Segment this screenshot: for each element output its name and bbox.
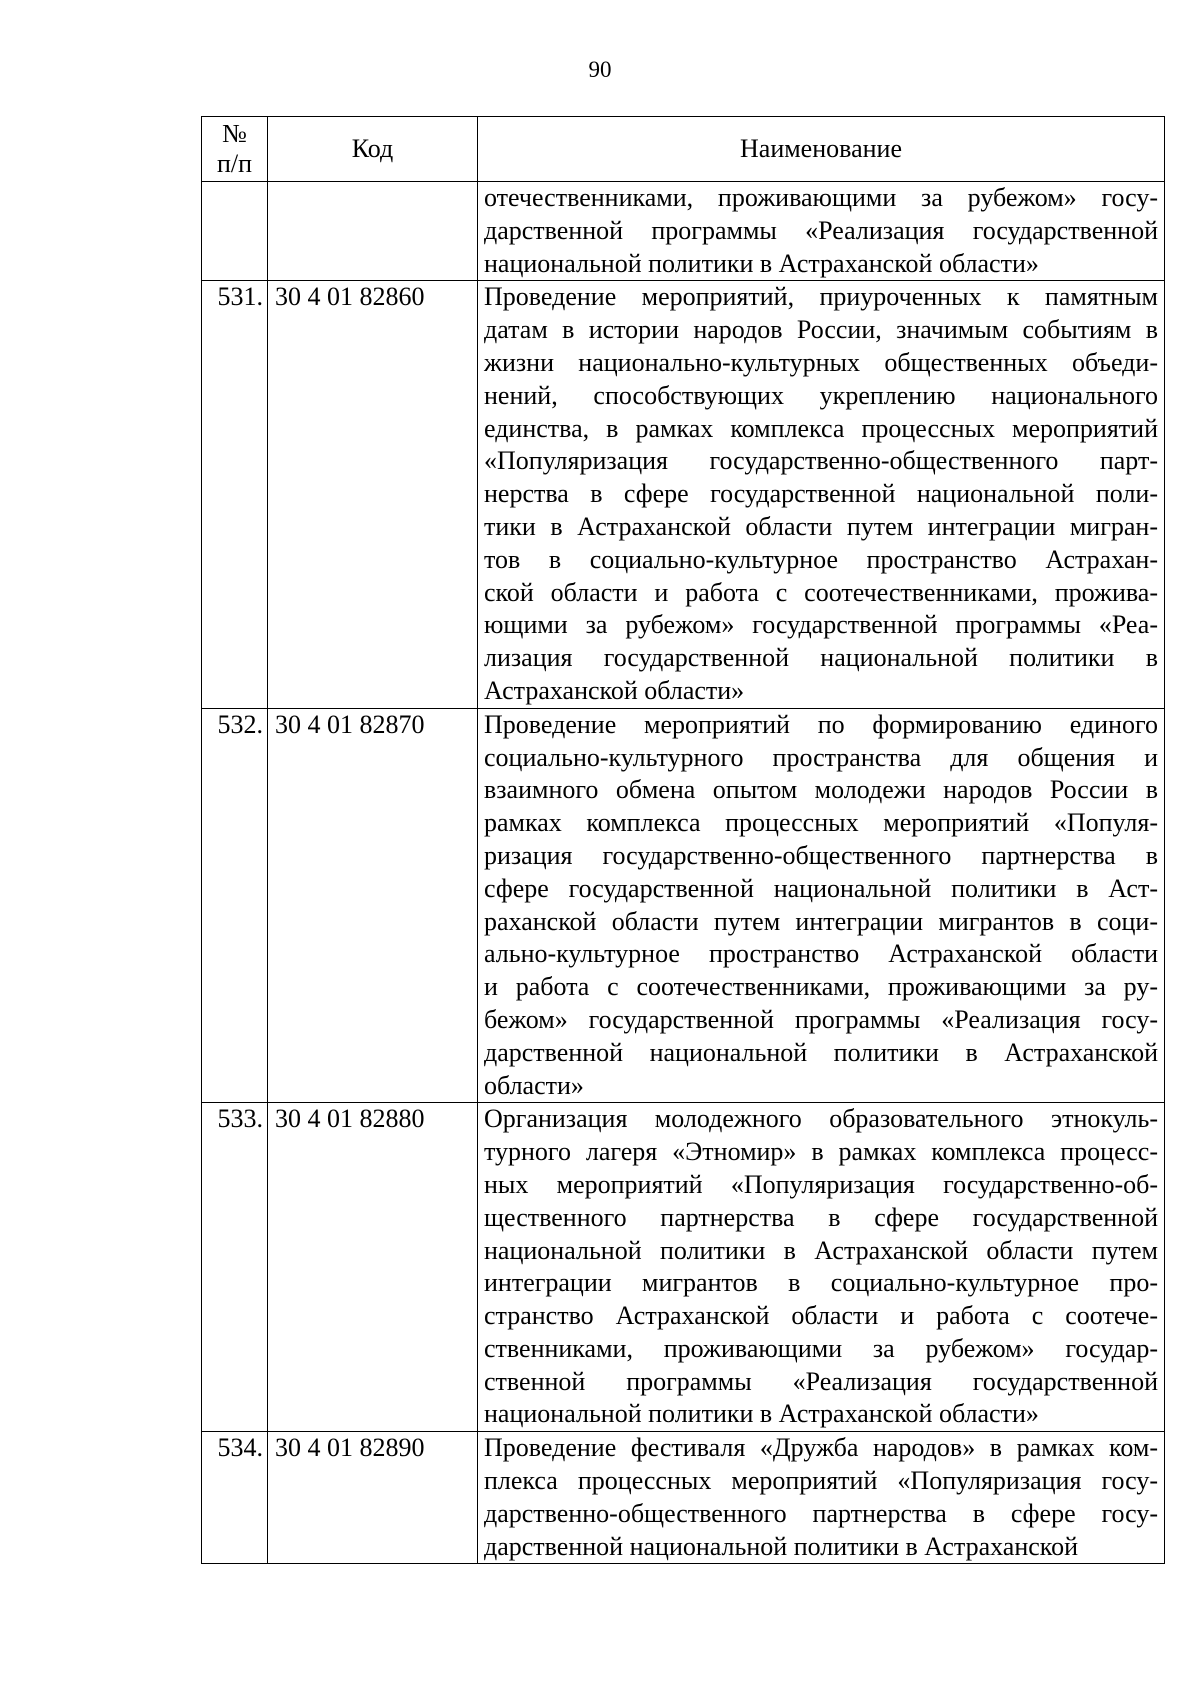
row-name-line: интеграции мигрантов в социально-культурное про-	[484, 1268, 1158, 1298]
row-name-line: национальной политики в Астраханской области»	[484, 1399, 1039, 1429]
row-name-line: Проведение мероприятий, приуроченных к памятным	[484, 282, 1158, 312]
row-name-line: нерства в сфере государственной национальной поли-	[484, 479, 1158, 509]
row-name-line: лизация государственной национальной политики в	[484, 643, 1158, 673]
row-name-line: Астраханской области»	[484, 675, 745, 705]
table-row	[202, 182, 1165, 281]
row-name-line: ально-культурное пространство Астраханской области	[484, 939, 1158, 969]
row-name	[478, 281, 1165, 708]
row-name-line: тики в Астраханской области путем интеграции мигран-	[484, 511, 1158, 541]
row-name-line: странство Астраханской области и работа с соотече-	[484, 1301, 1158, 1331]
row-name-line: ных мероприятий «Популяризация государственно-об-	[484, 1169, 1158, 1199]
row-code	[268, 182, 478, 281]
row-name-line: ственной программы «Реализация государственной	[484, 1366, 1158, 1396]
row-number	[202, 182, 268, 281]
row-name-line: раханской области путем интеграции мигрантов в соци-	[484, 906, 1158, 936]
row-name-line: ственниками, проживающими за рубежом» государ-	[484, 1333, 1158, 1363]
row-number: 534.	[202, 1432, 268, 1564]
row-name-line: нений, способствующих укреплению национального	[484, 380, 1158, 410]
code-table	[201, 116, 1165, 1564]
row-name-line: бежом» государственной программы «Реализация госу-	[484, 1004, 1158, 1034]
row-name	[478, 182, 1165, 281]
table-row	[202, 708, 1165, 1103]
row-name-line: и работа с соотечественниками, проживающими за ру-	[484, 972, 1158, 1002]
page-number: 90	[588, 57, 612, 82]
row-name-line: единства, в рамках комплекса процессных мероприятий	[484, 413, 1158, 443]
row-name-line: «Популяризация государственно-общественного парт-	[484, 446, 1158, 476]
column-header-number	[202, 117, 268, 182]
column-header-code: Код	[268, 117, 478, 182]
table-row	[202, 1432, 1165, 1564]
row-name-line: сфере государственной национальной политики в Аст-	[484, 873, 1158, 903]
row-name-line: национальной политики в Астраханской области»	[484, 248, 1039, 278]
row-code: 30 4 01 82880	[268, 1103, 478, 1432]
row-name-line: национальной политики в Астраханской области путем	[484, 1235, 1158, 1265]
row-name-line: рамках комплекса процессных мероприятий «Популя-	[484, 808, 1158, 838]
row-name-line: дарственной программы «Реализация государственной	[484, 215, 1158, 245]
row-name-line: датам в истории народов России, значимым событиям в	[484, 315, 1158, 345]
row-name-line: щественного партнерства в сфере государственной	[484, 1202, 1158, 1232]
row-name-line: социально-культурного пространства для общения и	[484, 742, 1158, 772]
row-number: 533.	[202, 1103, 268, 1432]
row-name-line: Проведение фестиваля «Дружба народов» в рамках ком-	[484, 1433, 1158, 1463]
table-header	[202, 117, 1165, 182]
table-row	[202, 281, 1165, 708]
row-code: 30 4 01 82870	[268, 708, 478, 1103]
table-body	[202, 182, 1165, 1564]
row-name-line: отечественниками, проживающими за рубежом» госу-	[484, 183, 1158, 212]
table-row	[202, 1103, 1165, 1432]
row-name	[478, 1432, 1165, 1564]
row-code: 30 4 01 82860	[268, 281, 478, 708]
column-header-number-line1: №	[222, 119, 247, 148]
column-header-number-line2: п/п	[216, 149, 253, 178]
row-name-line: дарственной национальной политики в Астраханской	[484, 1037, 1158, 1067]
row-name-line: взаимного обмена опытом молодежи народов России в	[484, 775, 1158, 805]
row-name	[478, 1103, 1165, 1432]
column-header-name: Наименование	[478, 117, 1165, 182]
row-name-line: турного лагеря «Этномир» в рамках комплекса процесс-	[484, 1137, 1158, 1167]
row-name-line: Проведение мероприятий по формированию единого	[484, 709, 1158, 739]
row-number: 532.	[202, 708, 268, 1103]
row-name-line: плекса процессных мероприятий «Популяризация госу-	[484, 1466, 1158, 1496]
row-name-line: ризация государственно-общественного партнерства в	[484, 840, 1158, 870]
row-name-line: области»	[484, 1070, 584, 1100]
row-name-line: дарственно-общественного партнерства в сфере госу-	[484, 1498, 1158, 1528]
row-name-line: тов в социально-культурное пространство Астрахан-	[484, 544, 1158, 574]
row-name-line: жизни национально-культурных общественных объеди-	[484, 347, 1158, 377]
row-code: 30 4 01 82890	[268, 1432, 478, 1564]
row-name-line: ской области и работа с соотечественниками, прожива-	[484, 577, 1158, 607]
row-name-line: дарственной национальной политики в Астраханской	[484, 1531, 1079, 1561]
row-name-line: ющими за рубежом» государственной программы «Реа-	[484, 610, 1158, 640]
row-number: 531.	[202, 281, 268, 708]
row-name-line: Организация молодежного образовательного этнокуль-	[484, 1104, 1158, 1134]
table-header-row	[202, 117, 1165, 182]
row-name	[478, 708, 1165, 1103]
